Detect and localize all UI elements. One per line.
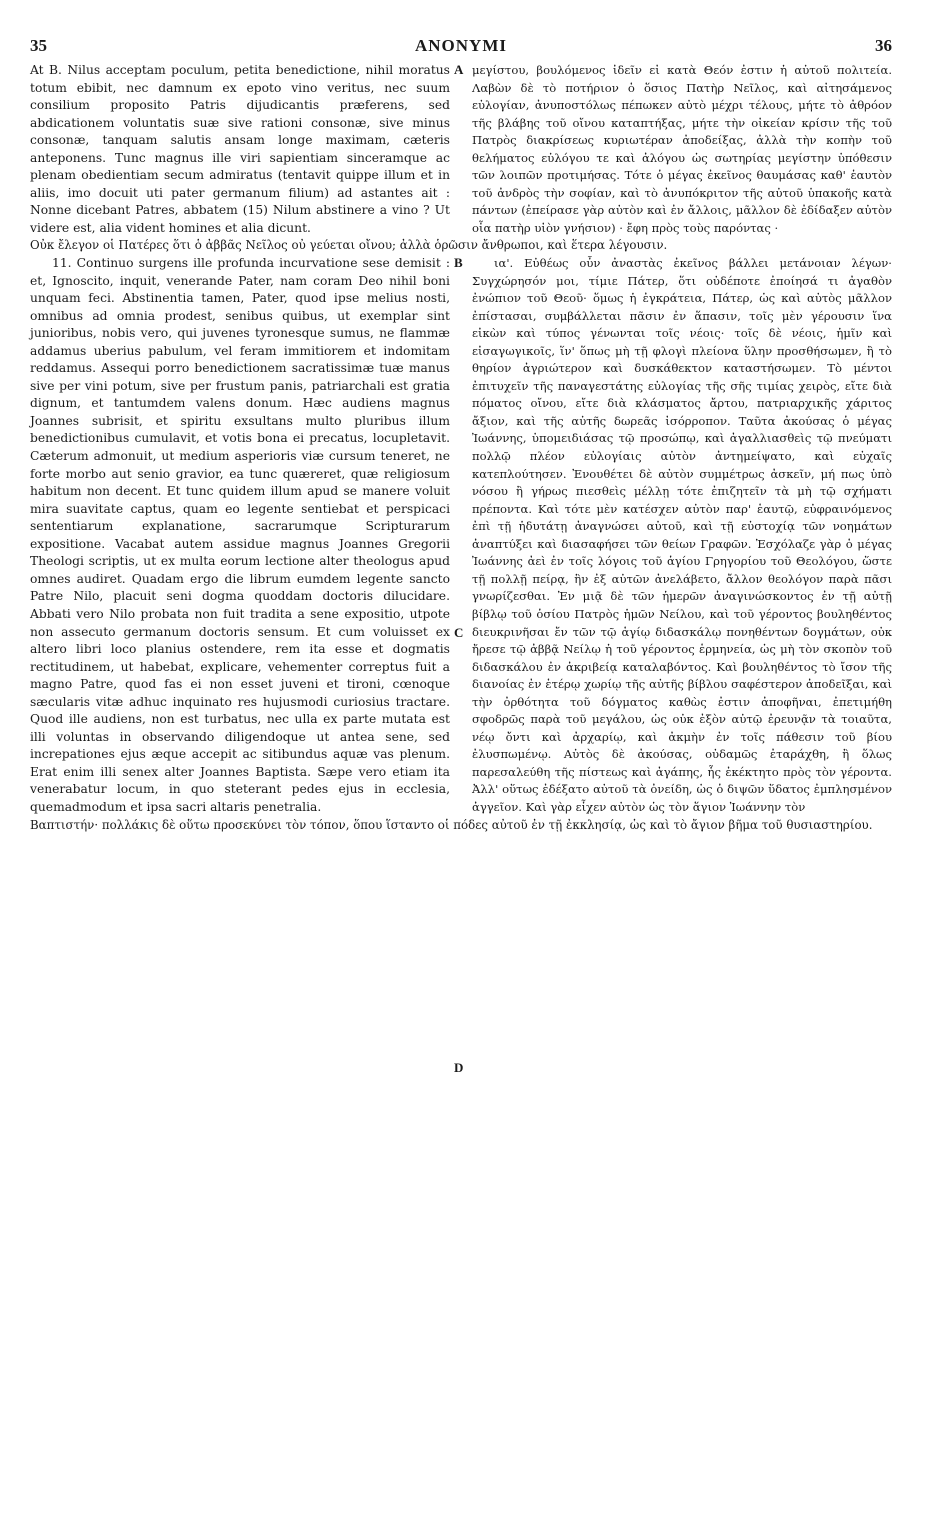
margin-marker-a: A [454, 62, 464, 77]
greek-column-1 [472, 62, 892, 237]
section-1 [30, 62, 892, 237]
document-page [30, 36, 892, 1526]
page-number-right: 36 [875, 36, 892, 55]
latin-paragraph: At B. Nilus acceptam poculum, petita benedictione, nihil moratus totum ebibit, nec damnum ex epoto vino veritus, nec suum consilium proposito Patris dijudicantis præferens, sed abdicationem voluntatis suæ sive rationi consonæ, sive minus consonæ, tanquam salutis ansam longe maximam, cæteris anteponens. Tunc magnus ille viri sapientiam sinceramque ac plenam obedientiam secum admiratus (tentavit quippe illum et in aliis, imo docuit uti pater germanum filium) ad astantes ait : Nonne dicebant Patres, abbatem (15) Nilum abstinere a vino ? Ut videre est, alia vident homines et alia dicunt. [30, 63, 450, 235]
latin-column-2 [30, 255, 450, 817]
margin-marker-b: B [454, 255, 463, 271]
running-title: ANONYMI [415, 36, 507, 55]
margin-marker-d: D [454, 1060, 464, 1076]
greek-full-width-line-1: Οὐκ ἔλεγον οἱ Πατέρες ὅτι ὁ ἀββᾶς Νεῖλος οὐ γεύεται οἴνου; ἀλλὰ ὁρῶσιν ἄνθρωποι, καὶ ἕτερα λέγουσιν. [30, 238, 668, 253]
greek-paragraph: μεγίστου, βουλόμενος ἰδεῖν εἰ κατὰ Θεόν ἐστιν ἡ αὐτοῦ πολιτεία. Λαβὼν δὲ τὸ ποτήριον ὁ ὅσιος Πατὴρ Νεῖλος, καὶ αἰτησάμενος εὐλογίαν, ἀνυποστόλως πέπωκεν αὐτὸ μέχρι τέλους, μήτε τὸ ἀθρόον τῆς βλάβης τοῦ οἴνου καταπτήξας, μήτε τὴν οἰκείαν κρίσιν τῆς τοῦ Πατρὸς διακρίσεως κυριωτέραν ἀποδείξας, ἀλλὰ τὴν κοπὴν τοῦ θελήματος εὐλόγου τε καὶ ἀλόγου ὡς σωτηρίας μεγίστην ὑπόθεσιν τῶν λοιπῶν προτιμήσας. Τότε ὁ μέγας ἐκεῖνος θαυμάσας καθ' ἑαυτὸν τοῦ ἀνδρὸς τὴν σοφίαν, καὶ τὸ ἀνυπόκριτον τῆς αὐτοῦ ὑπακοῆς κατὰ πάντων (ἐπείρασε γὰρ αὐτὸν καὶ ἐν ἄλλοις, μᾶλλον δὲ ἐδίδαξεν αὐτὸν οἷα πατὴρ υἱὸν γνήσιον) · ἔφη πρὸς τοὺς παρόντας · [472, 63, 892, 235]
greek-column-2 [472, 255, 892, 817]
page-header [30, 36, 892, 62]
margin-marker-c: C [454, 625, 464, 641]
page-number-left: 35 [30, 36, 47, 55]
greek-full-width-line-2: Βαπτιστήν· πολλάκις δὲ οὕτω προσεκύνει τὸν τόπον, ὅπου ἵσταντο οἱ πόδες αὐτοῦ ἐν τῇ ἐκκλησίᾳ, ὡς καὶ τὸ ἄγιον βῆμα τοῦ θυσιαστηρίου. [30, 817, 873, 832]
latin-paragraph: 11. Continuo surgens ille profunda incurvatione sese demisit : et, Ignoscito, inquit, venerande Pater, nam coram Deo nihil boni unquam feci. Abstinentia tamen, Pater, quod ipse melius nosti, omnibus ad omnia prodest, senibus quibus, ut exemplar sint junioribus, nobis vero, qui juvenes tyronesque sumus, ne flammæ addamus uberius pabulum, vel feram immitiorem et indomitam reddamus. Assequi porro benedictionem sacratissimæ tuæ manus sive per vini potum, sive per frustum panis, patriarchali est gratia dignum, et tantumdem valens donum. Hæc audiens magnus Joannes subrisit, et spiritu exsultans multo pluribus illum benedictionibus cumulavit, et votis bona ei precatus, locupletavit. Cæterum admonuit, ut medium asperioris viæ cursum teneret, ne forte morbo aut senio gravior, ea tunc quæreret, quæ religiosum habitum non decent. Et tunc quidem illum apud se manere voluit mira suavitate captus, quam eo legente sentiebat et perspicaci sententiarum explanatione, sacrarumque Scripturarum expositione. Vacabat autem assidue magnus Joannes Gregorii Theologi scriptis, ut ex multa eorum lectione alter theologus apud omnes audiret. Quadam ergo die librum eumdem legente sancto Patre Nilo, placuit seni dogma quoddam doctoris dilucidare. Abbati vero Nilo probata non fuit tradita a sene expositio, utpote non assecuto germanum doctoris sensum. Et cum voluisset ex altero libri loco planius ostendere, rem ita esse et dogmatis rectitudinem, ut habebat, explicare, vehementer correptus fuit a magno Patre, quod fas ei non esset juveni et tironi, cœnoque sæcularis vitæ adhuc inquinato res hujusmodi curiosius tractare. Quod ille audiens, non est turbatus, nec ulla ex parte mutata est illi voluntas in observando diligendoque ut antea sene, sed increpationes ejus æque accepit ac sitibundus aquæ vas plenum. Erat enim illi senex alter Joannes Baptista. Sæpe vero etiam ita venerabatur locum, in quo steterant pedes ejus in ecclesia, quemadmodum et ipsa sacri altaris penetralia. [30, 256, 450, 814]
latin-column-1 [30, 62, 450, 237]
greek-paragraph: ια'. Εὐθέως οὖν ἀναστὰς ἐκεῖνος βάλλει μετάνοιαν λέγων· Συγχώρησόν μοι, τίμιε Πάτερ, ὅτι οὐδέποτε ἐποίησά τι ἀγαθὸν ἐνώπιον τοῦ Θεοῦ· ὅμως ἡ ἐγκράτεια, Πάτερ, ὡς καὶ αὐτὸς μᾶλλον ἐπίστασαι, συμβάλλεται πᾶσιν ἐν ἅπασιν, τοῖς μὲν γέρουσιν ἵνα εἰκὼν καὶ τύπος γένωνται τοῖς νέοις· τοῖς δὲ νέοις, ἡμῖν καὶ εἰσαγωγικοῖς, ἵν' ὅπως μὴ τῇ φλογὶ πλείονα ὕλην προσθήσωμεν, ἢ τὸ θηρίον ἀγριώτερον καὶ δυσκάθεκτον καταστήσωμεν. Τὸ μέντοι ἐπιτυχεῖν τῆς παναγεστάτης εὐλογίας τῆς σῆς τιμίας χειρὸς, εἴτε διὰ πόματος οἴνου, εἴτε διὰ κλάσματος ἄρτου, πατριαρχικῆς χάριτος ἄξιον, καὶ τῆς αὐτῆς δωρεᾶς ἰσόρροπον. Ταῦτα ἀκούσας ὁ μέγας Ἰωάννης, ὑπομειδιάσας τῷ προσώπῳ, καὶ ἀγαλλιασθεὶς τῷ πνεύματι πολλῷ πλέον εὐλογίαις αὐτὸν ἀντημείψατο, καὶ εὐχαῖς κατεπλούτησεν. Ἐνουθέτει δὲ αὐτὸν συμμέτρως ἀσκεῖν, μή πως ὑπὸ νόσου ἢ γήρως πιεσθεὶς μέλλῃ τότε ἐπιζητεῖν τὰ μὴ τῷ σχήματι πρέποντα. Καὶ τότε μὲν κατέσχεν αὐτὸν παρ' ἑαυτῷ, εὐφραινόμενος ἐπὶ τῇ ἡδυτάτῃ ἀναγνώσει αὐτοῦ, καὶ τῇ εὐστοχίᾳ τῶν νοημάτων ἀναπτύξει καὶ διασαφήσει τῶν θείων Γραφῶν. Ἐσχόλαζε γὰρ ὁ μέγας Ἰωάννης ἀεὶ ἐν τοῖς λόγοις τοῦ ἁγίου Γρηγορίου τοῦ Θεολόγου, ὥστε τῇ πολλῇ πείρᾳ, ἣν ἐξ αὐτῶν ἀνελάβετο, ἄλλον θεολόγον παρὰ πᾶσι γνωρίζεσθαι. Ἐν μιᾷ δὲ τῶν ἡμερῶν ἀναγινώσκοντος ἐν τῇ αὐτῇ βίβλῳ τοῦ ὁσίου Πατρὸς ἡμῶν Νείλου, καὶ τοῦ γέροντος βουληθέντος διευκρινῆσαι ἔν τῶν τῷ ἁγίῳ διδασκάλῳ πονηθέντων δογμάτων, οὐκ ἤρεσε τῷ ἀββᾷ Νείλῳ ἡ τοῦ γέροντος ἑρμηνεία, ὡς μὴ τὸν σκοπὸν τοῦ διδασκάλου ἐν ἀκριβείᾳ καταλαβόντος. Καὶ βουληθέντος τὸ ἴσον τῆς διανοίας ἐν ἑτέρῳ χωρίῳ τῆς αὐτῆς βίβλου σαφέστερον ἀποδεῖξαι, καὶ τὴν ὀρθότητα τοῦ δόγματος καθὼς ἐστιν ἀποφῆναι, ἐπετιμήθη σφοδρῶς παρὰ τοῦ μεγάλου, ὡς οὐκ ἐξὸν αὐτῷ ἐρευνᾷν τὰ τοιαῦτα, νέῳ ὄντι καὶ ἀρχαρίῳ, καὶ ἀκμὴν ἐν τοῖς πάθεσιν τοῦ βίου ἐλυσπωμένῳ. Αὐτὸς δὲ ἀκούσας, οὐδαμῶς ἐταράχθη, ἢ ὅλως παρεσαλεύθη τῆς πίστεως καὶ ἀγάπης, ἧς ἐκέκτητο πρὸς τὸν γέροντα. Ἀλλ' οὕτως ἐδέξατο αὐτοῦ τὰ ὀνείδη, ὡς ὁ διψῶν ὕδατος ἐμπλησμένον ἀγγεῖον. Καὶ γὰρ εἶχεν αὐτὸν ὡς τὸν ἅγιον Ἰωάννην τὸν [472, 256, 892, 814]
